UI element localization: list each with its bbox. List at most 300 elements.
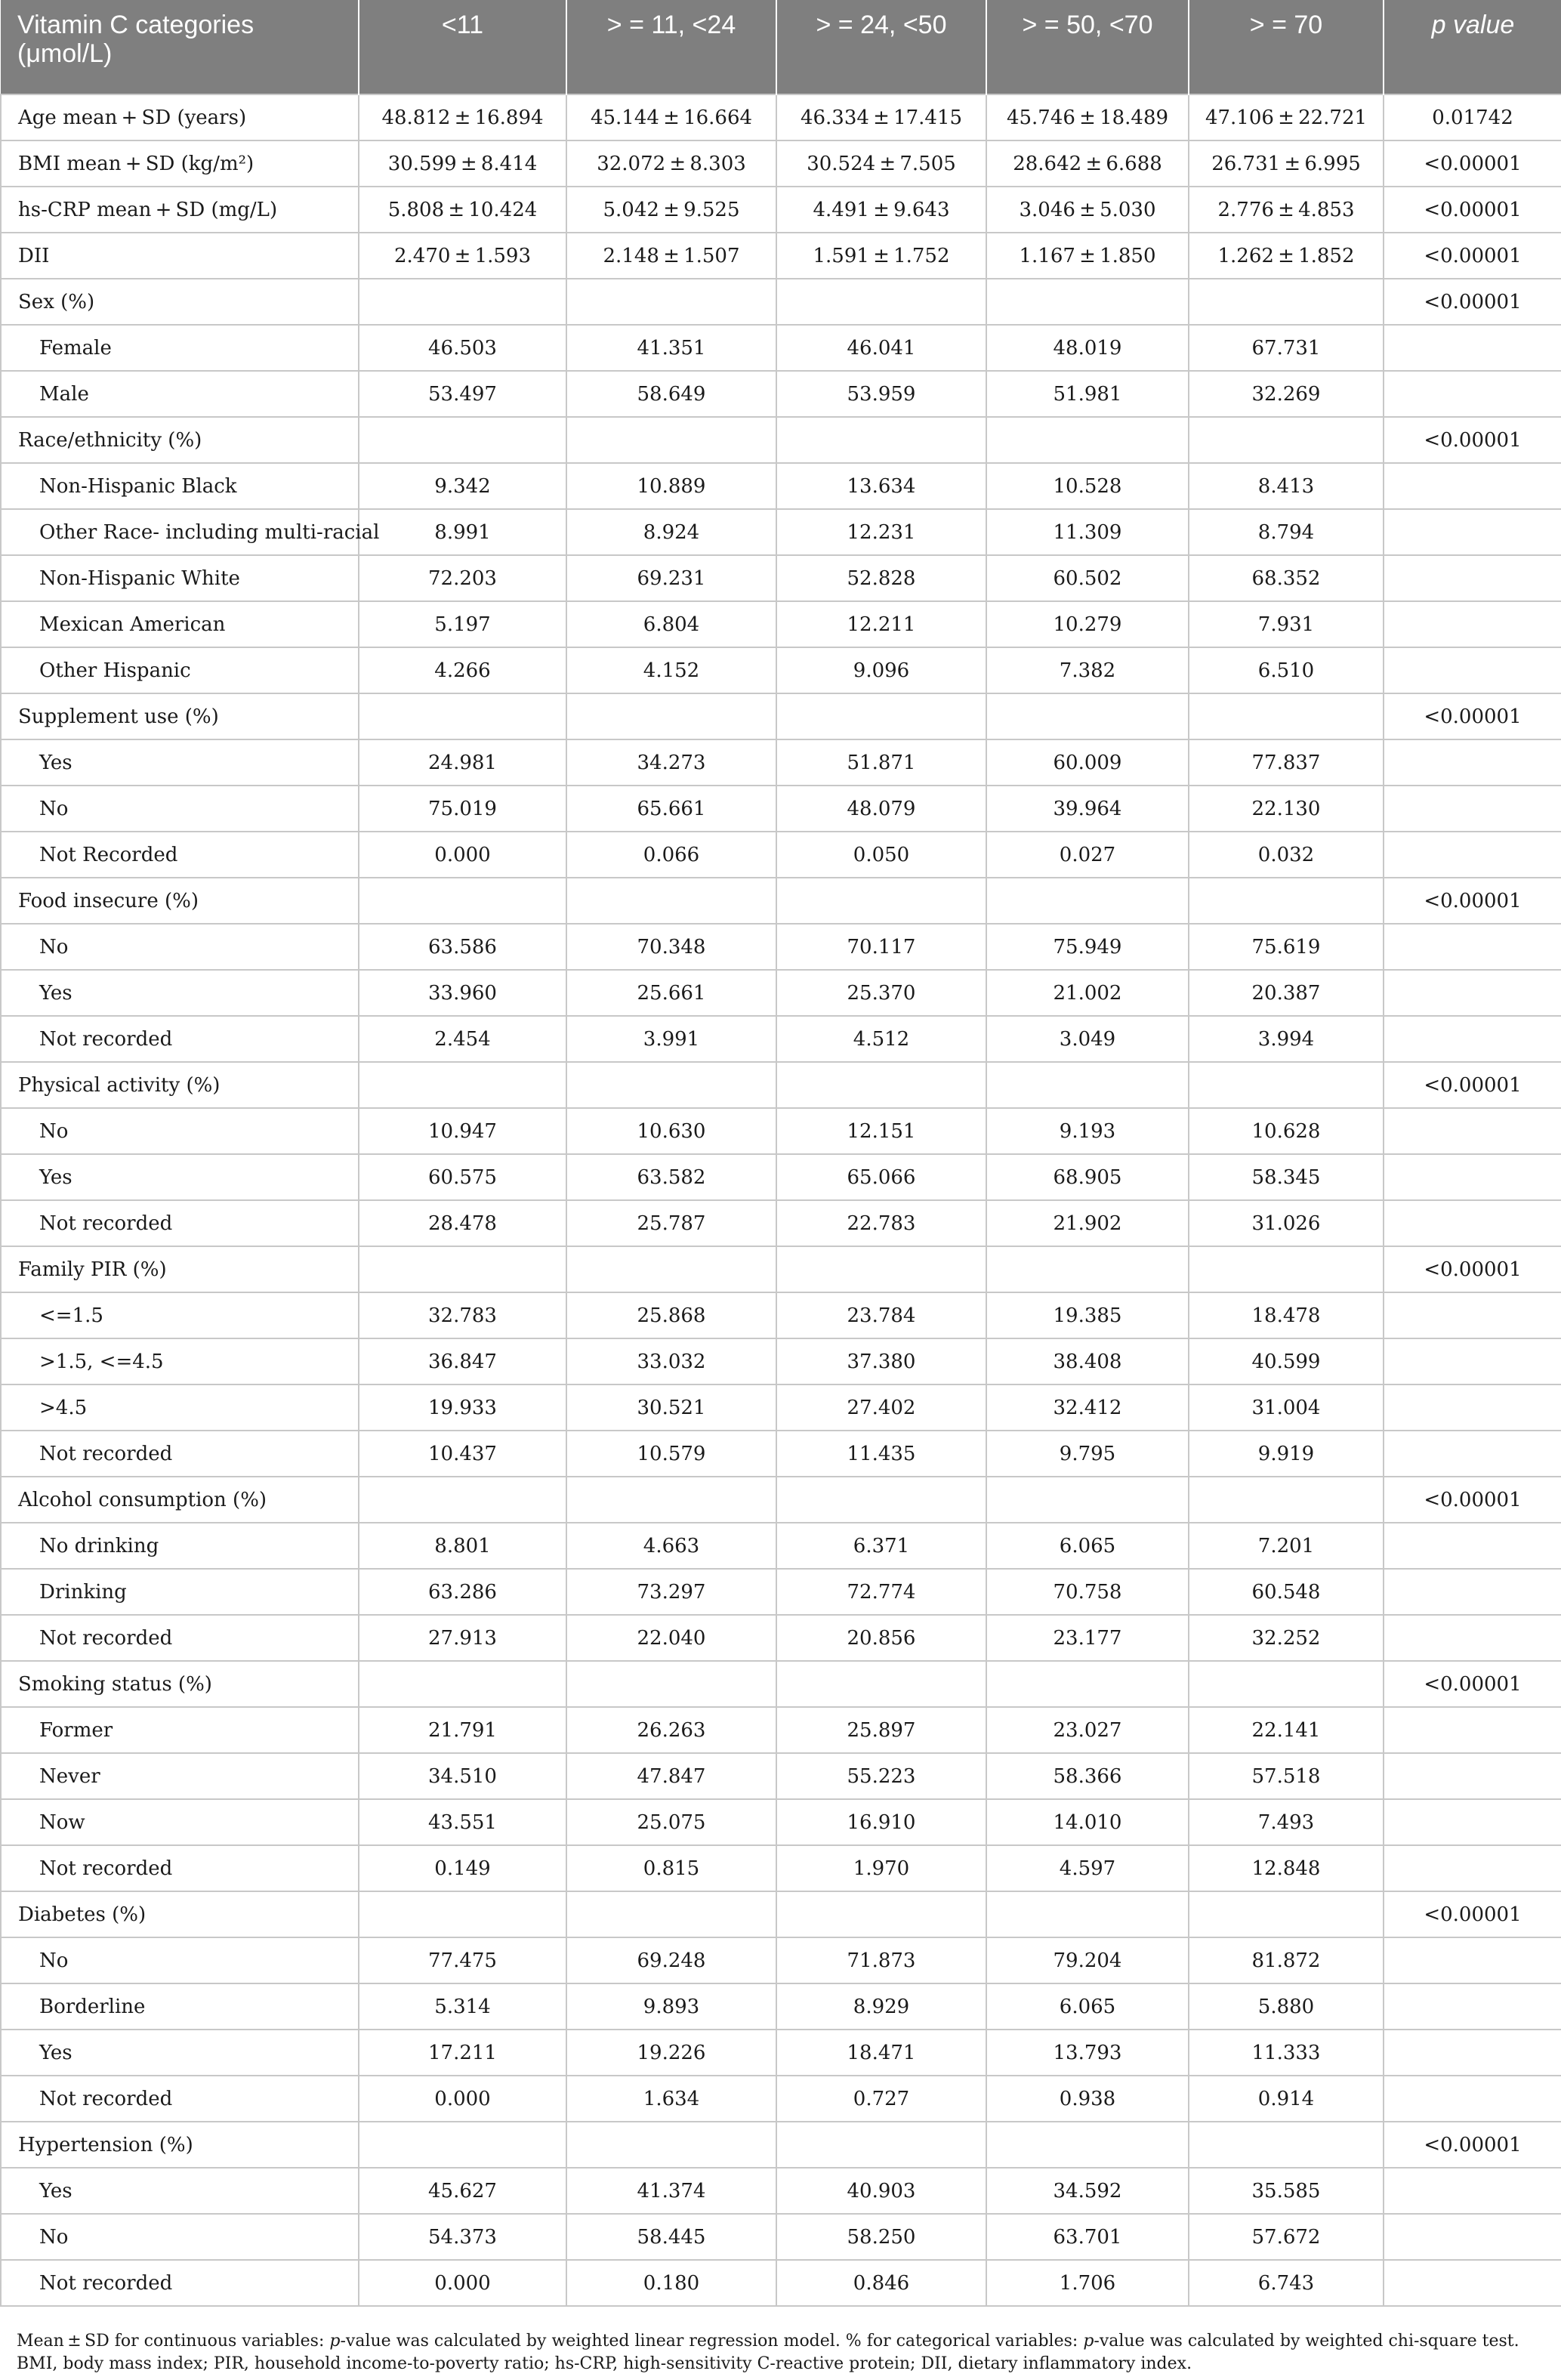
table-row	[1, 1154, 1561, 1200]
table-cell: 19.933	[359, 1384, 566, 1431]
table-cell	[1384, 1615, 1561, 1661]
table-cell: 60.548	[1189, 1569, 1384, 1615]
column-header-label: > = 50, <70	[1022, 11, 1153, 39]
table-cell	[359, 279, 566, 325]
table-cell	[359, 1891, 566, 1937]
table-row	[1, 1615, 1561, 1661]
table-cell: 10.889	[566, 463, 776, 509]
row-label: Not recorded	[1, 2076, 359, 2122]
table-cell	[1384, 1338, 1561, 1384]
row-label: Hypertension (%)	[1, 2122, 359, 2168]
table-cell: 18.478	[1189, 1292, 1384, 1338]
table-cell: 77.837	[1189, 739, 1384, 786]
table-cell: 53.959	[776, 371, 986, 417]
table-cell	[776, 279, 986, 325]
table-cell: 10.947	[359, 1108, 566, 1154]
row-label: Mexican American	[1, 601, 359, 647]
table-cell: 22.141	[1189, 1707, 1384, 1753]
table-cell: 60.575	[359, 1154, 566, 1200]
table-cell: 37.380	[776, 1338, 986, 1384]
table-row	[1, 1983, 1561, 2030]
table-cell: 10.628	[1189, 1108, 1384, 1154]
table-cell: 21.002	[986, 970, 1189, 1016]
table-cell	[1384, 1707, 1561, 1753]
table-cell: 12.231	[776, 509, 986, 555]
table-cell: 4.491 ± 9.643	[776, 187, 986, 233]
table-cell: 8.801	[359, 1523, 566, 1569]
table-cell: 60.502	[986, 555, 1189, 601]
table-cell	[1384, 2030, 1561, 2076]
table-cell: 8.929	[776, 1983, 986, 2030]
table-cell: 8.413	[1189, 463, 1384, 509]
column-header-label: > = 11, <24	[606, 11, 736, 39]
table-cell: 81.872	[1189, 1937, 1384, 1983]
row-label: No	[1, 1108, 359, 1154]
table-cell: 11.435	[776, 1431, 986, 1477]
table-cell: 12.848	[1189, 1845, 1384, 1891]
table-cell	[1189, 878, 1384, 924]
table-cell	[776, 878, 986, 924]
table-cell: 63.286	[359, 1569, 566, 1615]
table-cell	[1384, 832, 1561, 878]
table-row	[1, 140, 1561, 187]
table-cell	[1189, 1062, 1384, 1108]
table-cell: 25.868	[566, 1292, 776, 1338]
table-cell	[566, 878, 776, 924]
row-label: BMI mean + SD (kg/m²)	[1, 140, 359, 187]
row-label: Age mean + SD (years)	[1, 94, 359, 140]
table-cell: 7.201	[1189, 1523, 1384, 1569]
table-row	[1, 1292, 1561, 1338]
table-cell: 9.919	[1189, 1431, 1384, 1477]
row-label: Former	[1, 1707, 359, 1753]
footnote-text: p	[329, 2332, 341, 2351]
table-row	[1, 1753, 1561, 1799]
table-cell: 45.144 ± 16.664	[566, 94, 776, 140]
table-cell: <0.00001	[1384, 140, 1561, 187]
table-cell: 17.211	[359, 2030, 566, 2076]
table-cell: 20.387	[1189, 970, 1384, 1016]
row-label: Borderline	[1, 1983, 359, 2030]
table-cell: 22.040	[566, 1615, 776, 1661]
table-cell	[1189, 693, 1384, 739]
table-cell: 33.032	[566, 1338, 776, 1384]
table-cell: 4.597	[986, 1845, 1189, 1891]
table-cell: 46.334 ± 17.415	[776, 94, 986, 140]
footnote-text: -value was calculated by weighted linear regression model. % for categorical variables:	[340, 2332, 1084, 2351]
table-cell: 6.510	[1189, 647, 1384, 693]
table-body	[1, 94, 1561, 2306]
table-cell: 30.521	[566, 1384, 776, 1431]
table-row	[1, 2260, 1561, 2306]
table-cell: <0.00001	[1384, 1062, 1561, 1108]
table-cell	[986, 279, 1189, 325]
row-label: No	[1, 786, 359, 832]
table-cell: <0.00001	[1384, 187, 1561, 233]
table-cell	[566, 693, 776, 739]
table-cell: 75.019	[359, 786, 566, 832]
table-cell	[776, 1246, 986, 1292]
table-cell: 5.314	[359, 1983, 566, 2030]
table-row	[1, 1062, 1561, 1108]
row-label: Not recorded	[1, 1845, 359, 1891]
table-cell: 10.528	[986, 463, 1189, 509]
table-row	[1, 970, 1561, 1016]
row-label: Now	[1, 1799, 359, 1845]
table-cell: 65.661	[566, 786, 776, 832]
table-cell: 58.445	[566, 2214, 776, 2260]
table-cell: 9.342	[359, 463, 566, 509]
table-row	[1, 2122, 1561, 2168]
table-cell: 57.672	[1189, 2214, 1384, 2260]
row-label: Yes	[1, 970, 359, 1016]
table-cell: 72.203	[359, 555, 566, 601]
table-cell: 75.619	[1189, 924, 1384, 970]
table-cell: 25.370	[776, 970, 986, 1016]
table-cell: 2.470 ± 1.593	[359, 233, 566, 279]
table-row	[1, 832, 1561, 878]
table-cell: 70.117	[776, 924, 986, 970]
table-cell: 10.279	[986, 601, 1189, 647]
table-cell	[359, 878, 566, 924]
row-label: Not recorded	[1, 1615, 359, 1661]
table-cell	[359, 693, 566, 739]
table-row	[1, 2168, 1561, 2214]
table-row	[1, 2030, 1561, 2076]
table-cell: <0.00001	[1384, 279, 1561, 325]
table-cell: 6.371	[776, 1523, 986, 1569]
table-cell	[1384, 970, 1561, 1016]
table-row	[1, 1845, 1561, 1891]
table-row	[1, 2214, 1561, 2260]
table-cell: 34.592	[986, 2168, 1189, 2214]
table-cell: 54.373	[359, 2214, 566, 2260]
table-row	[1, 647, 1561, 693]
table-cell: 9.193	[986, 1108, 1189, 1154]
table-row	[1, 463, 1561, 509]
table-cell: <0.00001	[1384, 1246, 1561, 1292]
table-cell: 2.454	[359, 1016, 566, 1062]
table-cell: 1.167 ± 1.850	[986, 233, 1189, 279]
table-cell: 39.964	[986, 786, 1189, 832]
table-cell: 75.949	[986, 924, 1189, 970]
table-cell: 69.231	[566, 555, 776, 601]
table-cell	[986, 417, 1189, 463]
table-cell: 70.348	[566, 924, 776, 970]
table-cell: 8.924	[566, 509, 776, 555]
table-cell: 25.787	[566, 1200, 776, 1246]
table-cell	[1384, 1292, 1561, 1338]
table-cell: <0.00001	[1384, 417, 1561, 463]
table-cell	[1384, 601, 1561, 647]
table-cell: 0.000	[359, 2076, 566, 2122]
table-row	[1, 1477, 1561, 1523]
table-row	[1, 417, 1561, 463]
table-header	[1, 0, 1561, 94]
table-row	[1, 1431, 1561, 1477]
table-cell	[359, 1661, 566, 1707]
table-cell: 34.510	[359, 1753, 566, 1799]
table-cell: 35.585	[1189, 2168, 1384, 2214]
table-cell	[1384, 1384, 1561, 1431]
table-row	[1, 1523, 1561, 1569]
table-cell: 27.913	[359, 1615, 566, 1661]
table-cell: 16.910	[776, 1799, 986, 1845]
table-cell	[1384, 1753, 1561, 1799]
table-row	[1, 555, 1561, 601]
table-cell	[776, 417, 986, 463]
table-cell	[1384, 786, 1561, 832]
table-cell: 5.042 ± 9.525	[566, 187, 776, 233]
table-cell: 12.211	[776, 601, 986, 647]
table-cell: 48.079	[776, 786, 986, 832]
table-cell: 0.180	[566, 2260, 776, 2306]
table-row	[1, 2076, 1561, 2122]
table-cell: 9.795	[986, 1431, 1189, 1477]
table-cell	[359, 1477, 566, 1523]
table-row	[1, 279, 1561, 325]
table-cell: 26.263	[566, 1707, 776, 1753]
table-cell: 0.01742	[1384, 94, 1561, 140]
row-label: Not recorded	[1, 1016, 359, 1062]
table-cell: 45.746 ± 18.489	[986, 94, 1189, 140]
table-cell	[359, 417, 566, 463]
row-label: Drinking	[1, 1569, 359, 1615]
table-cell: 28.642 ± 6.688	[986, 140, 1189, 187]
column-header	[1189, 0, 1384, 94]
table-cell: 60.009	[986, 739, 1189, 786]
table-cell: 0.149	[359, 1845, 566, 1891]
table-cell: 48.812 ± 16.894	[359, 94, 566, 140]
table-cell: 4.663	[566, 1523, 776, 1569]
table-cell: 8.991	[359, 509, 566, 555]
table-cell: 0.815	[566, 1845, 776, 1891]
table-cell: 0.066	[566, 832, 776, 878]
table-cell	[1384, 2168, 1561, 2214]
table-row	[1, 739, 1561, 786]
table-row	[1, 509, 1561, 555]
table-cell: 68.352	[1189, 555, 1384, 601]
table-cell: 23.177	[986, 1615, 1189, 1661]
table-cell: 3.994	[1189, 1016, 1384, 1062]
table-cell: 57.518	[1189, 1753, 1384, 1799]
row-label: Yes	[1, 2168, 359, 2214]
table-cell: 0.000	[359, 832, 566, 878]
table-cell	[776, 2122, 986, 2168]
table-cell: 13.634	[776, 463, 986, 509]
column-header-label: Vitamin C categories (μmol/L)	[17, 11, 255, 68]
table-cell: 40.903	[776, 2168, 986, 2214]
column-header-label: > = 24, <50	[816, 11, 947, 39]
table-cell: 4.266	[359, 647, 566, 693]
table-cell: 1.262 ± 1.852	[1189, 233, 1384, 279]
table-cell	[1384, 2076, 1561, 2122]
table-cell: 47.106 ± 22.721	[1189, 94, 1384, 140]
table-row	[1, 1707, 1561, 1753]
column-header	[1, 0, 359, 94]
table-cell: 6.065	[986, 1523, 1189, 1569]
row-label: Non-Hispanic Black	[1, 463, 359, 509]
table-cell: 36.847	[359, 1338, 566, 1384]
table-cell: 19.385	[986, 1292, 1189, 1338]
row-label: Never	[1, 1753, 359, 1799]
table-row	[1, 1108, 1561, 1154]
table-cell	[986, 1062, 1189, 1108]
table-cell: 71.873	[776, 1937, 986, 1983]
table-cell: 23.027	[986, 1707, 1189, 1753]
table-cell: 25.075	[566, 1799, 776, 1845]
table-cell: 32.252	[1189, 1615, 1384, 1661]
table-row	[1, 1799, 1561, 1845]
table-cell	[1384, 555, 1561, 601]
table-cell	[1384, 1200, 1561, 1246]
table-cell: 3.991	[566, 1016, 776, 1062]
table-cell: 30.524 ± 7.505	[776, 140, 986, 187]
row-label: Alcohol consumption (%)	[1, 1477, 359, 1523]
row-label: Not recorded	[1, 1200, 359, 1246]
table-cell: 53.497	[359, 371, 566, 417]
table-row	[1, 187, 1561, 233]
table-cell	[1384, 1154, 1561, 1200]
table-cell: 73.297	[566, 1569, 776, 1615]
table-cell: 0.000	[359, 2260, 566, 2306]
header-row	[1, 0, 1561, 94]
table-cell: 10.579	[566, 1431, 776, 1477]
row-label: Not recorded	[1, 2260, 359, 2306]
table-cell	[986, 1246, 1189, 1292]
row-label: Other Race- including multi-racial	[1, 509, 359, 555]
table-cell	[1189, 417, 1384, 463]
table-cell: 13.793	[986, 2030, 1189, 2076]
table-cell: 22.783	[776, 1200, 986, 1246]
table-cell	[986, 878, 1189, 924]
table-cell: 69.248	[566, 1937, 776, 1983]
table-cell: 3.049	[986, 1016, 1189, 1062]
table-cell: 0.032	[1189, 832, 1384, 878]
table-cell: 7.493	[1189, 1799, 1384, 1845]
table-cell: 32.072 ± 8.303	[566, 140, 776, 187]
table-cell	[1384, 325, 1561, 371]
table-cell: 63.586	[359, 924, 566, 970]
table-cell	[1384, 1523, 1561, 1569]
row-label: Not Recorded	[1, 832, 359, 878]
table-cell: 14.010	[986, 1799, 1189, 1845]
column-header	[986, 0, 1189, 94]
table-cell	[359, 2122, 566, 2168]
row-label: No drinking	[1, 1523, 359, 1569]
table-cell	[1189, 1891, 1384, 1937]
table-cell: 32.412	[986, 1384, 1189, 1431]
table-cell: 77.475	[359, 1937, 566, 1983]
table-cell: 11.309	[986, 509, 1189, 555]
row-label: <=1.5	[1, 1292, 359, 1338]
table-cell: 34.273	[566, 739, 776, 786]
table-cell	[566, 2122, 776, 2168]
table-row	[1, 1569, 1561, 1615]
row-label: hs-CRP mean + SD (mg/L)	[1, 187, 359, 233]
row-label: Male	[1, 371, 359, 417]
table-cell	[1384, 647, 1561, 693]
table-cell	[1189, 1246, 1384, 1292]
table-cell: 5.808 ± 10.424	[359, 187, 566, 233]
table-cell	[776, 1477, 986, 1523]
table-cell: 38.408	[986, 1338, 1189, 1384]
table-cell	[1384, 924, 1561, 970]
column-header	[566, 0, 776, 94]
column-header	[1384, 0, 1561, 94]
table-cell: 25.897	[776, 1707, 986, 1753]
table-cell: 24.981	[359, 739, 566, 786]
table-row	[1, 1661, 1561, 1707]
table-cell	[1384, 1016, 1561, 1062]
table-cell: 21.902	[986, 1200, 1189, 1246]
row-label: Physical activity (%)	[1, 1062, 359, 1108]
table-cell	[1384, 739, 1561, 786]
table-cell: 25.661	[566, 970, 776, 1016]
table-cell: 33.960	[359, 970, 566, 1016]
table-cell	[566, 1062, 776, 1108]
row-label: Yes	[1, 2030, 359, 2076]
table-cell: 5.197	[359, 601, 566, 647]
table-cell: 45.627	[359, 2168, 566, 2214]
table-cell: 9.893	[566, 1983, 776, 2030]
table-cell	[986, 1661, 1189, 1707]
row-label: No	[1, 1937, 359, 1983]
footnote-text: Mean ± SD for continuous variables:	[17, 2332, 330, 2351]
table-cell: 58.649	[566, 371, 776, 417]
table-cell: 30.599 ± 8.414	[359, 140, 566, 187]
table-cell: 63.582	[566, 1154, 776, 1200]
row-label: Supplement use (%)	[1, 693, 359, 739]
row-label: Female	[1, 325, 359, 371]
table-cell: 22.130	[1189, 786, 1384, 832]
table-cell: 41.351	[566, 325, 776, 371]
table-cell: 67.731	[1189, 325, 1384, 371]
table-cell: 26.731 ± 6.995	[1189, 140, 1384, 187]
table-row	[1, 371, 1561, 417]
table-cell	[776, 1891, 986, 1937]
table-cell: 10.437	[359, 1431, 566, 1477]
table-cell: 31.004	[1189, 1384, 1384, 1431]
footnote-text: -value was calculated by weighted chi-square test. BMI, body mass index; PIR, household income-to-poverty ratio; hs-CRP, high-sensitivity C-reactive protein; DII, dietary inflammatory index.	[17, 2332, 1519, 2373]
row-label: Race/ethnicity (%)	[1, 417, 359, 463]
table-cell	[1384, 1799, 1561, 1845]
column-header	[776, 0, 986, 94]
table-cell: <0.00001	[1384, 693, 1561, 739]
table-cell: 5.880	[1189, 1983, 1384, 2030]
table-row	[1, 1200, 1561, 1246]
table-cell: 23.784	[776, 1292, 986, 1338]
table-cell: 19.226	[566, 2030, 776, 2076]
table-cell: 46.041	[776, 325, 986, 371]
table-row	[1, 94, 1561, 140]
table-cell	[986, 2122, 1189, 2168]
table-cell: 1.970	[776, 1845, 986, 1891]
table-row	[1, 1384, 1561, 1431]
row-label: No	[1, 924, 359, 970]
table-row	[1, 878, 1561, 924]
table-cell: 0.846	[776, 2260, 986, 2306]
table-cell	[1384, 1569, 1561, 1615]
table-row	[1, 1246, 1561, 1292]
table-cell: <0.00001	[1384, 1477, 1561, 1523]
table-cell: 7.382	[986, 647, 1189, 693]
table-cell	[776, 1062, 986, 1108]
table-cell: 0.027	[986, 832, 1189, 878]
row-label: Yes	[1, 739, 359, 786]
column-header-label: <11	[441, 11, 484, 39]
table-footnote	[17, 2330, 1542, 2375]
